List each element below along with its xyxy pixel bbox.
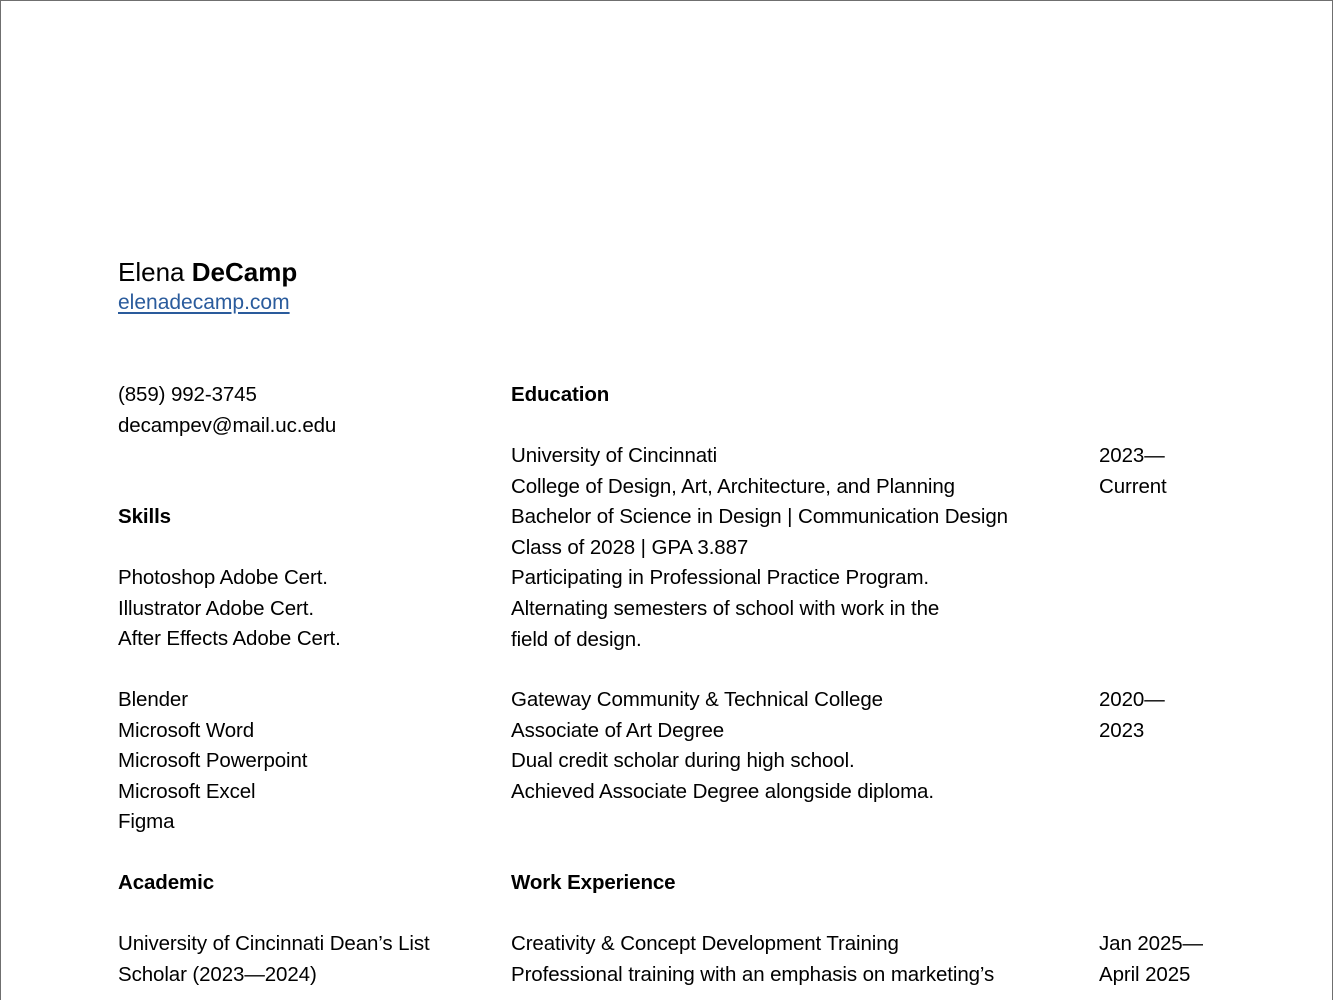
education-entry-uc xyxy=(511,441,1008,655)
date-end: Current xyxy=(1099,474,1167,498)
date-end: April 2025 xyxy=(1099,962,1191,986)
work-heading: Work Experience xyxy=(511,871,676,894)
date-start: 2020— xyxy=(1099,688,1165,711)
work-line: Creativity & Concept Development Training xyxy=(511,932,899,955)
skill-item: Photoshop Adobe Cert. xyxy=(118,566,328,589)
academic-heading: Academic xyxy=(118,871,215,894)
date-end: 2023 xyxy=(1099,718,1145,742)
education-line: Gateway Community & Technical College xyxy=(511,688,883,711)
date-start: 2023— xyxy=(1099,444,1165,467)
skill-item: Microsoft Excel xyxy=(118,779,256,803)
work-line: Professional training with an emphasis on marketing’s xyxy=(511,962,995,986)
academic-item: Scholar (2023—2024) xyxy=(118,962,317,986)
resume-name xyxy=(118,257,297,287)
education-dates-gateway xyxy=(1099,685,1165,746)
website-link[interactable]: elenadecamp.com xyxy=(118,291,290,314)
education-line: Achieved Associate Degree alongside diploma. xyxy=(511,779,934,803)
education-line: field of design. xyxy=(511,627,642,651)
contact-block xyxy=(118,380,336,441)
skill-item: Figma xyxy=(118,810,175,834)
education-line: University of Cincinnati xyxy=(511,444,718,467)
work-dates xyxy=(1099,929,1203,990)
date-start: Jan 2025— xyxy=(1099,932,1203,955)
education-line: Bachelor of Science in Design | Communication Design xyxy=(511,505,1008,529)
skill-item: Blender xyxy=(118,688,188,711)
education-dates-uc xyxy=(1099,441,1167,502)
education-line: College of Design, Art, Architecture, and Planning xyxy=(511,474,955,498)
skills-certifications xyxy=(118,563,341,655)
education-entry-gateway xyxy=(511,685,934,807)
skills-tools xyxy=(118,685,307,838)
academic-block xyxy=(118,929,430,990)
first-name: Elena xyxy=(118,257,185,287)
skill-item: Microsoft Word xyxy=(118,718,255,742)
education-line: Participating in Professional Practice Program. xyxy=(511,566,930,590)
skill-item: Illustrator Adobe Cert. xyxy=(118,596,314,620)
education-heading: Education xyxy=(511,383,610,406)
phone-number: (859) 992-3745 xyxy=(118,383,257,406)
work-entry xyxy=(511,929,994,990)
last-name: DeCamp xyxy=(191,257,298,287)
education-line: Associate of Art Degree xyxy=(511,718,725,742)
education-line: Dual credit scholar during high school. xyxy=(511,749,855,773)
academic-item: University of Cincinnati Dean’s List xyxy=(118,932,430,955)
skill-item: After Effects Adobe Cert. xyxy=(118,627,341,651)
skill-item: Microsoft Powerpoint xyxy=(118,749,308,773)
email-address: decampev@mail.uc.edu xyxy=(118,413,337,437)
education-line: Class of 2028 | GPA 3.887 xyxy=(511,535,749,559)
education-line: Alternating semesters of school with work in the xyxy=(511,596,940,620)
skills-heading: Skills xyxy=(118,505,171,528)
